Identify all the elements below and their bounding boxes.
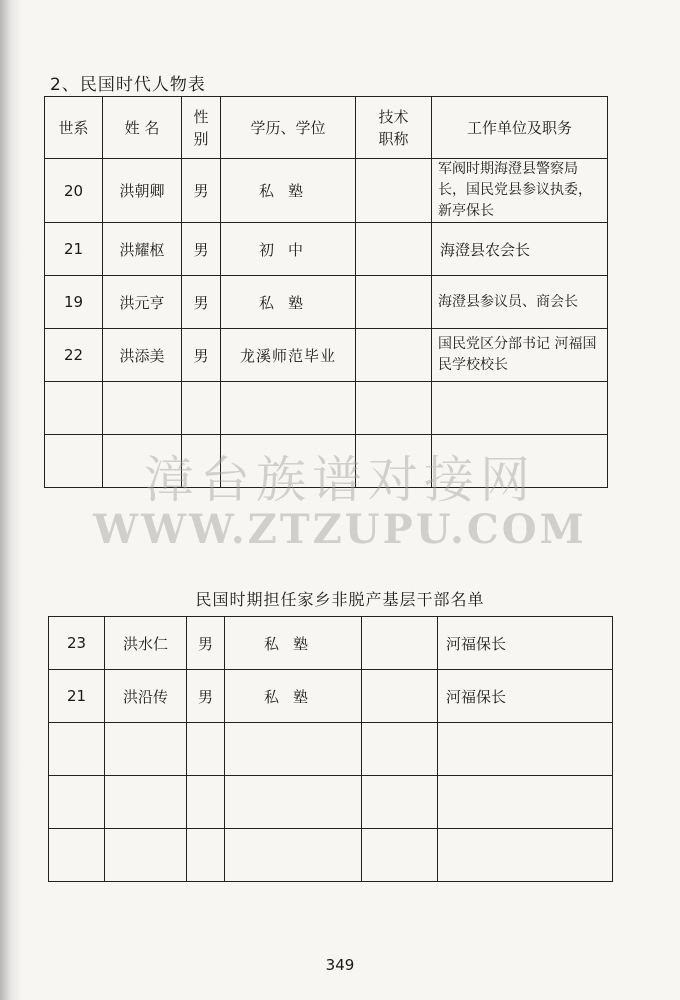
cell-title (356, 435, 432, 488)
cell-gender (182, 382, 221, 435)
table-row-empty (49, 723, 613, 776)
cell-name (103, 382, 182, 435)
cell-name: 洪添美 (103, 329, 182, 382)
cell-title (356, 223, 432, 276)
grassroots-cadre-table (48, 616, 613, 882)
cell-job (438, 829, 613, 882)
cell-job: 军阀时期海澄县警察局长，国民党县参议执委，新亭保长 (432, 159, 608, 223)
table-row-empty (45, 435, 608, 488)
watermark-chinese: 漳台族谱对接网 (144, 451, 536, 509)
table-row-empty (49, 776, 613, 829)
cell-education (225, 829, 362, 882)
cell-generation: 21 (49, 670, 105, 723)
cell-generation (45, 435, 103, 488)
cell-title (356, 159, 432, 223)
cell-education (221, 382, 356, 435)
cell-gender: 男 (182, 159, 221, 223)
section-title: 2、民国时代人物表 (50, 75, 206, 95)
cell-title (362, 617, 438, 670)
cell-title (356, 276, 432, 329)
cell-generation (45, 382, 103, 435)
cell-title (362, 670, 438, 723)
cell-name: 洪元亨 (103, 276, 182, 329)
header-title: 技术 职称 (356, 97, 432, 159)
cell-gender (182, 435, 221, 488)
cell-name: 洪沿传 (105, 670, 187, 723)
cell-job (432, 382, 608, 435)
cell-generation: 21 (45, 223, 103, 276)
watermark-url: WWW.ZTZUPU.COM (93, 506, 587, 553)
cell-gender: 男 (187, 617, 225, 670)
cell-name (103, 435, 182, 488)
cell-job (438, 723, 613, 776)
cell-title (356, 329, 432, 382)
cell-education (225, 723, 362, 776)
cell-job: 河福保长 (438, 617, 613, 670)
cell-education: 龙溪师范毕业 (221, 329, 356, 382)
cell-education: 私塾 (221, 276, 356, 329)
table-row (49, 670, 613, 723)
table-row-empty (49, 829, 613, 882)
republic-era-people-table (44, 96, 608, 488)
header-job: 工作单位及职务 (432, 97, 608, 159)
cell-name: 洪朝卿 (103, 159, 182, 223)
cell-job: 海澄县农会长 (432, 223, 608, 276)
cell-education (221, 435, 356, 488)
cell-generation (49, 829, 105, 882)
header-generation: 世系 (45, 97, 103, 159)
cell-gender (187, 829, 225, 882)
cell-education: 私塾 (221, 159, 356, 223)
cell-name (105, 829, 187, 882)
cell-generation (49, 723, 105, 776)
header-gender: 性 别 (182, 97, 221, 159)
cell-name: 洪耀枢 (103, 223, 182, 276)
cell-job (438, 776, 613, 829)
cell-title (362, 776, 438, 829)
table-row-empty (45, 382, 608, 435)
page-number: 349 (325, 956, 355, 974)
table-row (45, 223, 608, 276)
cell-title (362, 829, 438, 882)
subtitle: 民国时期担任家乡非脱产基层干部名单 (195, 590, 485, 609)
cell-title (356, 382, 432, 435)
cell-education: 初中 (221, 223, 356, 276)
table-row (45, 329, 608, 382)
table-row (49, 617, 613, 670)
cell-name (105, 723, 187, 776)
cell-job: 河福保长 (438, 670, 613, 723)
header-name: 姓 名 (103, 97, 182, 159)
cell-education (225, 776, 362, 829)
cell-name (105, 776, 187, 829)
cell-gender: 男 (182, 276, 221, 329)
cell-name: 洪水仁 (105, 617, 187, 670)
cell-job: 国民党区分部书记 河福国民学校校长 (432, 329, 608, 382)
cell-generation (49, 776, 105, 829)
header-education: 学历、学位 (221, 97, 356, 159)
cell-education: 私塾 (225, 617, 362, 670)
cell-gender (187, 723, 225, 776)
cell-title (362, 723, 438, 776)
cell-generation: 20 (45, 159, 103, 223)
cell-generation: 22 (45, 329, 103, 382)
cell-job (432, 435, 608, 488)
cell-education: 私塾 (225, 670, 362, 723)
cell-gender (187, 776, 225, 829)
cell-job: 海澄县参议员、商会长 (432, 276, 608, 329)
scan-edge-shadow (0, 0, 22, 1000)
cell-generation: 19 (45, 276, 103, 329)
table-row (45, 159, 608, 223)
table-row (45, 276, 608, 329)
cell-gender: 男 (182, 329, 221, 382)
cell-generation: 23 (49, 617, 105, 670)
cell-gender: 男 (187, 670, 225, 723)
cell-gender: 男 (182, 223, 221, 276)
table-header-row (45, 97, 608, 159)
